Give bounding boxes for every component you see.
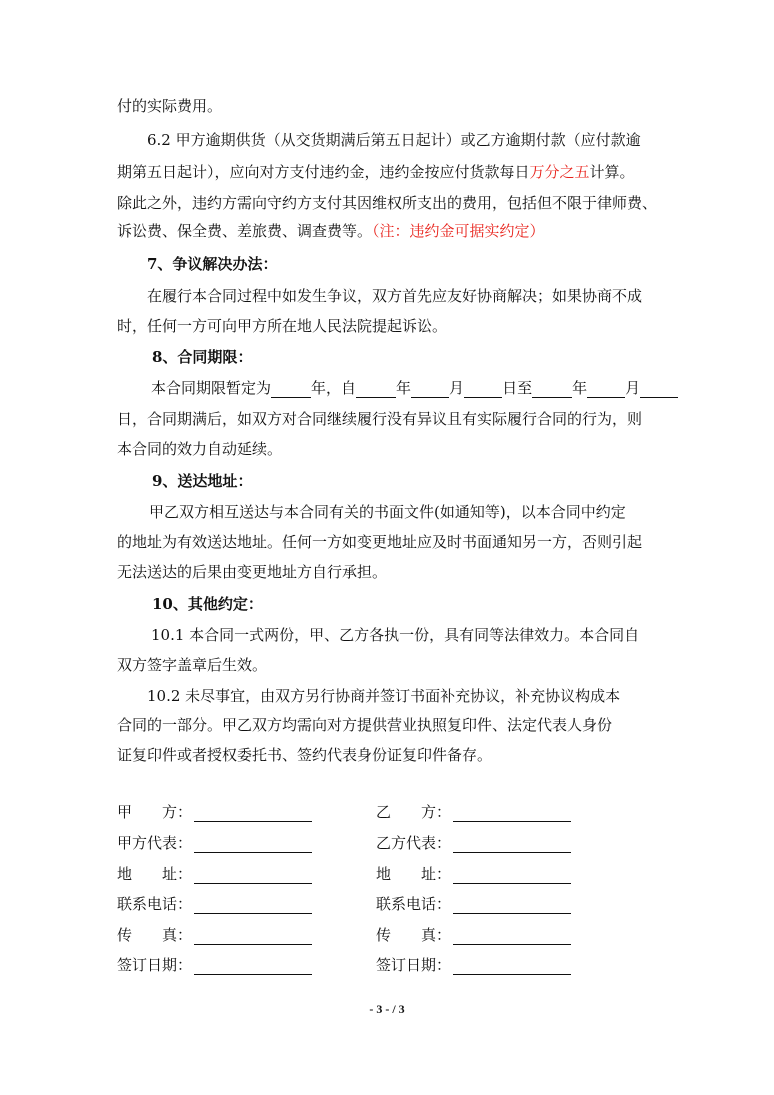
- fill-blank: [464, 381, 502, 398]
- text-line: 在履行本合同过程中如发生争议，双方首先应友好协商解决；如果协商不成: [147, 287, 643, 305]
- signature-field-party-a-fax: [117, 925, 312, 945]
- text-line: 的地址为有效送达地址。任何一方如变更地址应及时书面通知另一方，否则引起: [117, 533, 643, 551]
- text-line: 除此之外，违约方需向守约方支付其因维权所支出的费用，包括但不限于律师费、: [117, 194, 658, 212]
- text-span: 月: [449, 379, 465, 397]
- signature-line[interactable]: [453, 867, 571, 884]
- signature-line[interactable]: [194, 836, 312, 853]
- field-label: 联系电话：: [117, 895, 193, 913]
- text-line: 本合同的效力自动延续。: [117, 440, 283, 458]
- signature-field-party-b-fax: [376, 925, 571, 945]
- text-span: 月: [625, 379, 641, 397]
- signature-field-party-a-rep: [117, 833, 312, 853]
- text-line: 10.2 未尽事宜，由双方另行协商并签订书面补充协议，补充协议构成本: [147, 687, 621, 705]
- text-line: 合同的一部分。甲乙双方均需向对方提供营业执照复印件、法定代表人身份: [117, 716, 613, 734]
- section-heading: 9、送达地址：: [152, 472, 253, 490]
- section-heading: 10、其他约定：: [152, 595, 263, 613]
- text-line: 付的实际费用。: [117, 97, 223, 115]
- field-label: 乙方代表：: [376, 834, 452, 852]
- text-line: 10.1 本合同一式两份，甲、乙方各执一份，具有同等法律效力。本合同自: [151, 626, 640, 644]
- signature-field-party-b-address: [376, 864, 571, 884]
- text-span: 期第五日起计），应向对方支付违约金，违约金按应付货款每日: [117, 163, 530, 181]
- signature-field-party-b-rep: [376, 833, 571, 853]
- signature-line[interactable]: [453, 805, 571, 822]
- text-line: [117, 162, 635, 182]
- note-text: （注：违约金可据实约定）: [372, 222, 545, 240]
- text-span: 年: [572, 379, 588, 397]
- signature-line[interactable]: [453, 958, 571, 975]
- fill-blank: [271, 381, 311, 398]
- text-span: 年，自: [311, 379, 357, 397]
- signature-line[interactable]: [194, 928, 312, 945]
- highlighted-text: 万分之五: [529, 163, 590, 181]
- fill-blank: [640, 381, 678, 398]
- field-label: 联系电话：: [376, 895, 452, 913]
- signature-line[interactable]: [194, 897, 312, 914]
- text-span: 诉讼费、保全费、差旅费、调查费等。: [117, 222, 373, 240]
- signature-field-party-b: [376, 802, 571, 822]
- text-line: 证复印件或者授权委托书、签约代表身份证复印件备存。: [117, 746, 493, 764]
- text-span: 日至: [502, 379, 533, 397]
- text-span: 本合同期限暂定为: [151, 379, 272, 397]
- text-line: 无法送达的后果由变更地址方自行承担。: [117, 563, 388, 581]
- signature-field-party-a: [117, 802, 312, 822]
- text-line: [117, 221, 545, 241]
- text-line: 6.2 甲方逾期供货（从交货期满后第五日起计）或乙方逾期付款（应付款逾: [147, 131, 641, 149]
- fill-blank: [587, 381, 625, 398]
- field-label: 签订日期：: [376, 956, 452, 974]
- field-label: 地 址：: [376, 865, 452, 883]
- fill-blank: [411, 381, 449, 398]
- signature-field-party-b-date: [376, 955, 571, 975]
- signature-field-party-a-address: [117, 864, 312, 884]
- page-number: - 3 - / 3: [369, 1002, 405, 1016]
- field-label: 甲 方：: [117, 803, 193, 821]
- section-heading: 8、合同期限：: [152, 348, 253, 366]
- field-label: 地 址：: [117, 865, 193, 883]
- signature-line[interactable]: [453, 897, 571, 914]
- signature-line[interactable]: [194, 958, 312, 975]
- fill-blank: [532, 381, 572, 398]
- signature-field-party-a-phone: [117, 894, 312, 914]
- field-label: 传 真：: [117, 926, 193, 944]
- field-label: 甲方代表：: [117, 834, 193, 852]
- signature-line[interactable]: [194, 805, 312, 822]
- signature-field-party-b-phone: [376, 894, 571, 914]
- field-label: 乙 方：: [376, 803, 452, 821]
- text-span: 年: [396, 379, 412, 397]
- text-span: 计算。: [589, 163, 635, 181]
- text-line: 时，任何一方可向甲方所在地人民法院提起诉讼。: [117, 317, 448, 335]
- signature-field-party-a-date: [117, 955, 312, 975]
- signature-line[interactable]: [453, 836, 571, 853]
- text-line: [151, 378, 678, 398]
- signature-line[interactable]: [453, 928, 571, 945]
- field-label: 签订日期：: [117, 956, 193, 974]
- section-heading: 7、争议解决办法：: [147, 255, 278, 273]
- text-line: 甲乙双方相互送达与本合同有关的书面文件(如通知等)，以本合同中约定: [149, 503, 626, 521]
- text-line: 日，合同期满后，如双方对合同继续履行没有异议且有实际履行合同的行为，则: [117, 410, 643, 428]
- field-label: 传 真：: [376, 926, 452, 944]
- signature-line[interactable]: [194, 867, 312, 884]
- fill-blank: [356, 381, 396, 398]
- text-line: 双方签字盖章后生效。: [117, 656, 268, 674]
